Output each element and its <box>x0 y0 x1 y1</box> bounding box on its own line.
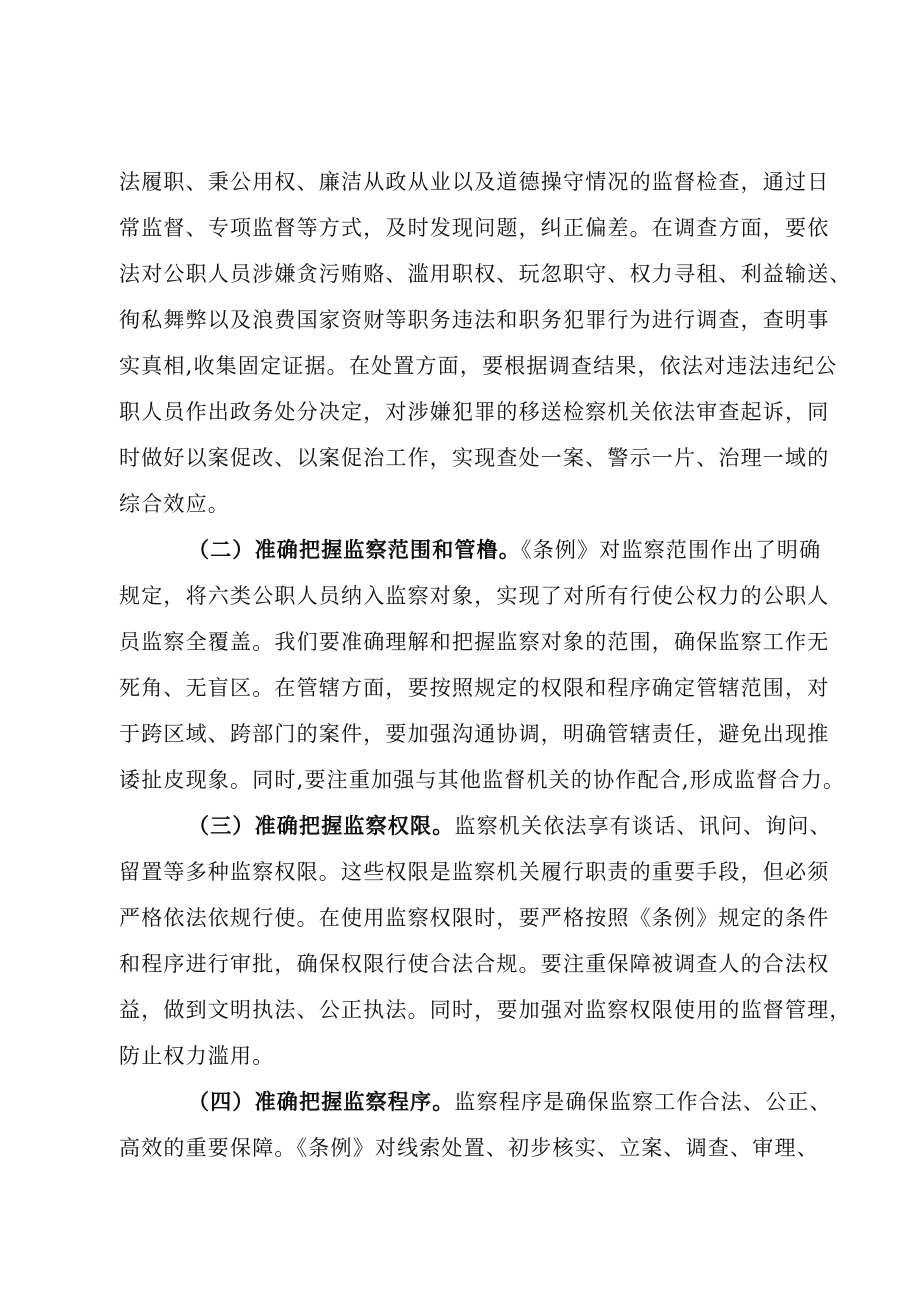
paragraph-3-heading: （三）准确把握监察权限。 <box>188 814 455 838</box>
paragraph-3-first-line <box>188 812 832 840</box>
paragraph-4-first-line-text: 监察程序是确保监察工作合法、公正、 <box>454 1090 832 1114</box>
paragraph-3-line-4: 和程序进行审批，确保权限行使合法合规。要注重保障被调查人的合法权 <box>119 952 830 976</box>
paragraph-2-line-4: 死角、无盲区。在管辖方面，要按照规定的权限和程序确定管辖范围，对 <box>119 676 830 700</box>
paragraph-2-first-line-text: 《条例》对监察范围作出了明确 <box>521 538 822 562</box>
paragraph-3-line-6: 防止权力滥用。 <box>119 1044 275 1068</box>
paragraph-2-line-2: 规定，将六类公职人员纳入监察对象，实现了对所有行使公权力的公职人 <box>119 584 830 608</box>
paragraph-2-line-5: 于跨区域、跨部门的案件，要加强沟通协调，明确管辖责任，避免出现推 <box>119 722 830 746</box>
paragraph-1-line-4: 徇私舞弊以及浪费国家资财等职务违法和职务犯罪行为进行调查，查明事 <box>119 308 830 332</box>
paragraph-2-line-6: 诿扯皮现象。同时,要注重加强与其他监督机关的协作配合,形成监督合力。 <box>119 768 846 792</box>
paragraph-3-line-5: 益，做到文明执法、公正执法。同时，要加强对监察权限使用的监督管理， <box>119 998 852 1022</box>
paragraph-3-line-3: 严格依法依规行使。在使用监察权限时，要严格按照《条例》规定的条件 <box>119 906 830 930</box>
paragraph-3-line-2: 留置等多种监察权限。这些权限是监察机关履行职责的重要手段，但必须 <box>119 860 830 884</box>
paragraph-4-heading: （四）准确把握监察程序。 <box>188 1090 455 1114</box>
paragraph-1-line-6: 职人员作出政务处分决定，对涉嫌犯罪的移送检察机关依法审查起诉，同 <box>119 400 830 424</box>
paragraph-1-line-1: 法履职、秉公用权、廉洁从政从业以及道德操守情况的监督检查，通过日 <box>119 170 830 194</box>
paragraph-2-line-3: 员监察全覆盖。我们要准确理解和把握监察对象的范围，确保监察工作无 <box>119 630 830 654</box>
paragraph-4-line-2: 高效的重要保障。《条例》对线索处置、初步核实、立案、调查、审理、 <box>119 1136 819 1160</box>
paragraph-2-heading: （二）准确把握监察范围和管橹。 <box>188 538 521 562</box>
paragraph-3-first-line-text: 监察机关依法享有谈话、讯问、询问、 <box>454 814 832 838</box>
paragraph-1-line-2: 常监督、专项监督等方式，及时发现问题，纠正偏差。在调查方面，要依 <box>119 216 830 240</box>
paragraph-4-first-line <box>188 1088 832 1116</box>
paragraph-1-line-8: 综合效应。 <box>119 492 230 516</box>
paragraph-1-line-5: 实真相,收集固定证据。在处置方面，要根据调查结果，依法对违法违纪公 <box>119 354 838 378</box>
paragraph-2-first-line <box>188 536 822 564</box>
paragraph-1-line-3: 法对公职人员涉嫌贪污贿赂、滥用职权、玩忽职守、权力寻租、利益输送、 <box>119 262 852 286</box>
paragraph-1-line-7: 时做好以案促改、以案促治工作，实现查处一案、警示一片、治理一域的 <box>119 446 830 470</box>
